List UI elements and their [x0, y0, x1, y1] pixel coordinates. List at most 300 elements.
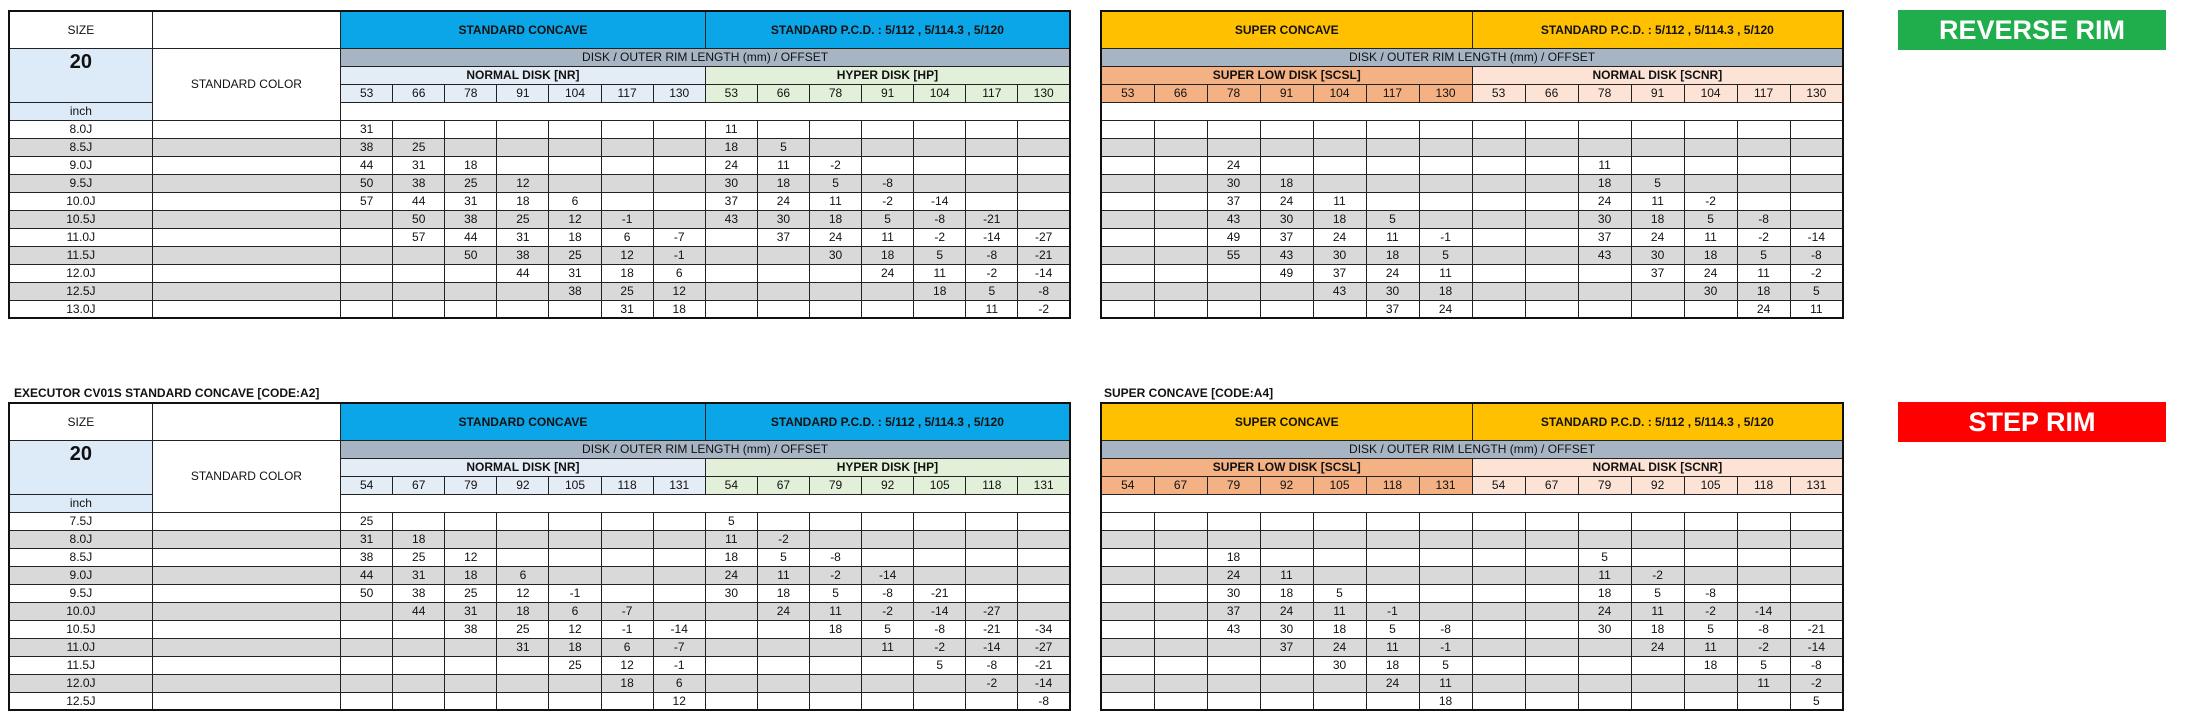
offset-cell: 24 — [1631, 228, 1684, 246]
table-row — [9, 192, 1070, 210]
offset-cell — [1313, 300, 1366, 318]
offset-cell: 24 — [1366, 674, 1419, 692]
super-concave-table — [1100, 10, 1844, 319]
offset-cell — [1101, 548, 1154, 566]
offset-cell — [966, 156, 1018, 174]
pcd-header: STANDARD P.C.D. : 5/112 , 5/114.3 , 5/120 — [1472, 403, 1843, 440]
offset-cell — [497, 656, 549, 674]
offset-cell: 5 — [1737, 246, 1790, 264]
offset-cell: 5 — [705, 512, 757, 530]
offset-cell: -21 — [1790, 620, 1843, 638]
offset-cell — [1018, 530, 1070, 548]
disk-subheader: DISK / OUTER RIM LENGTH (mm) / OFFSET — [1101, 48, 1843, 66]
offset-cell — [653, 512, 705, 530]
offset-cell: 44 — [393, 192, 445, 210]
offset-cell — [966, 530, 1018, 548]
offset-cell: -2 — [1737, 638, 1790, 656]
table-row — [9, 620, 1070, 638]
offset-cell — [914, 512, 966, 530]
offset-cell: 6 — [601, 638, 653, 656]
offset-cell — [914, 548, 966, 566]
offset-cell — [914, 300, 966, 318]
offset-cell — [705, 228, 757, 246]
rim-length-cell: 118 — [601, 476, 653, 494]
offset-cell — [1154, 530, 1207, 548]
offset-cell: 24 — [705, 566, 757, 584]
offset-cell: 31 — [341, 120, 393, 138]
offset-cell: 5 — [966, 282, 1018, 300]
offset-cell — [1578, 138, 1631, 156]
offset-cell — [1684, 692, 1737, 710]
offset-cell — [1790, 174, 1843, 192]
offset-cell — [341, 228, 393, 246]
standard-concave-header: STANDARD CONCAVE — [341, 11, 706, 48]
offset-cell: -1 — [653, 656, 705, 674]
offset-cell — [1525, 584, 1578, 602]
offset-cell — [705, 246, 757, 264]
offset-cell — [1578, 656, 1631, 674]
offset-cell: 24 — [705, 156, 757, 174]
offset-cell: 18 — [914, 282, 966, 300]
offset-cell: 18 — [1578, 174, 1631, 192]
offset-cell: 43 — [1207, 620, 1260, 638]
offset-cell: 44 — [445, 228, 497, 246]
offset-cell — [862, 530, 914, 548]
table-row — [1101, 120, 1843, 138]
offset-cell — [1313, 530, 1366, 548]
offset-cell: 12 — [549, 620, 601, 638]
rim-length-cell: 131 — [1018, 476, 1070, 494]
table-row — [9, 156, 1070, 174]
offset-cell — [601, 512, 653, 530]
offset-cell — [653, 602, 705, 620]
super-concave-table-a4 — [1100, 402, 1844, 711]
rim-length-cell: 79 — [1578, 476, 1631, 494]
offset-cell — [809, 300, 861, 318]
offset-cell — [914, 566, 966, 584]
offset-cell — [809, 656, 861, 674]
offset-cell — [1419, 602, 1472, 620]
offset-cell — [1790, 602, 1843, 620]
offset-cell — [549, 300, 601, 318]
offset-cell: -2 — [914, 638, 966, 656]
offset-cell — [393, 692, 445, 710]
offset-cell: 5 — [1790, 282, 1843, 300]
rim-length-cell: 92 — [862, 476, 914, 494]
offset-cell — [1472, 656, 1525, 674]
offset-cell — [1366, 548, 1419, 566]
rim-length-cell: 67 — [393, 476, 445, 494]
offset-cell — [1578, 638, 1631, 656]
pcd-header: STANDARD P.C.D. : 5/112 , 5/114.3 , 5/120 — [1472, 11, 1843, 48]
rim-length-cell: 104 — [1313, 84, 1366, 102]
offset-cell — [1018, 120, 1070, 138]
offset-cell — [1207, 692, 1260, 710]
offset-cell — [1525, 530, 1578, 548]
offset-cell — [1472, 692, 1525, 710]
offset-cell: 25 — [393, 548, 445, 566]
offset-cell: -1 — [1366, 602, 1419, 620]
offset-cell — [1419, 566, 1472, 584]
table-row — [1101, 300, 1843, 318]
offset-cell: -2 — [1631, 566, 1684, 584]
color-cell — [152, 692, 340, 710]
offset-cell — [862, 656, 914, 674]
offset-cell: -8 — [1684, 584, 1737, 602]
offset-cell — [1366, 530, 1419, 548]
rim-length-cell: 117 — [1737, 84, 1790, 102]
offset-cell — [1472, 282, 1525, 300]
offset-cell — [966, 566, 1018, 584]
offset-cell — [809, 282, 861, 300]
offset-cell — [1790, 138, 1843, 156]
offset-cell — [1631, 156, 1684, 174]
offset-cell — [809, 692, 861, 710]
offset-cell — [862, 692, 914, 710]
offset-cell — [601, 584, 653, 602]
offset-cell — [862, 674, 914, 692]
rim-length-cell: 78 — [445, 84, 497, 102]
rim-length-cell: 53 — [1101, 84, 1154, 102]
offset-cell — [757, 264, 809, 282]
offset-cell: 18 — [1313, 210, 1366, 228]
offset-cell: 38 — [445, 620, 497, 638]
table-row — [1101, 656, 1843, 674]
offset-cell: 38 — [341, 138, 393, 156]
table-row — [9, 138, 1070, 156]
offset-cell: 24 — [1313, 228, 1366, 246]
offset-cell — [1525, 692, 1578, 710]
color-header-blank — [152, 403, 340, 440]
color-cell — [152, 638, 340, 656]
offset-cell — [497, 674, 549, 692]
color-cell — [152, 210, 340, 228]
offset-cell — [1525, 192, 1578, 210]
offset-cell — [1684, 548, 1737, 566]
offset-cell — [341, 620, 393, 638]
offset-cell: 6 — [549, 602, 601, 620]
offset-cell — [601, 156, 653, 174]
offset-cell — [705, 264, 757, 282]
offset-cell — [1207, 512, 1260, 530]
size-cell: 8.5J — [9, 138, 152, 156]
offset-cell: 24 — [1260, 192, 1313, 210]
offset-cell — [1737, 120, 1790, 138]
offset-cell — [966, 192, 1018, 210]
offset-cell: 25 — [497, 620, 549, 638]
offset-cell: 5 — [862, 620, 914, 638]
offset-cell — [1313, 548, 1366, 566]
rim-length-cell: 130 — [1790, 84, 1843, 102]
offset-cell: 50 — [341, 584, 393, 602]
table-row — [9, 174, 1070, 192]
offset-cell — [705, 620, 757, 638]
section2-left-caption: EXECUTOR CV01S STANDARD CONCAVE [CODE:A2] — [14, 386, 320, 400]
offset-cell — [1313, 138, 1366, 156]
table-row — [1101, 282, 1843, 300]
offset-cell — [1018, 566, 1070, 584]
offset-cell — [1525, 246, 1578, 264]
offset-cell — [1018, 210, 1070, 228]
offset-cell: 18 — [862, 246, 914, 264]
size-cell: 8.0J — [9, 530, 152, 548]
offset-cell: -1 — [549, 584, 601, 602]
table-row — [9, 246, 1070, 264]
offset-cell — [653, 548, 705, 566]
rim-length-cell: 117 — [1366, 84, 1419, 102]
offset-cell — [705, 674, 757, 692]
offset-cell: 5 — [1366, 210, 1419, 228]
offset-cell — [809, 138, 861, 156]
offset-cell: 24 — [809, 228, 861, 246]
offset-cell — [445, 656, 497, 674]
offset-cell: -8 — [1419, 620, 1472, 638]
offset-cell — [1472, 120, 1525, 138]
offset-cell: 24 — [1578, 192, 1631, 210]
offset-cell: -2 — [1684, 602, 1737, 620]
offset-cell: 24 — [1313, 638, 1366, 656]
color-cell — [152, 584, 340, 602]
offset-cell — [705, 602, 757, 620]
table-row — [1101, 584, 1843, 602]
color-cell — [152, 656, 340, 674]
offset-cell — [1525, 620, 1578, 638]
rim-length-cell: 67 — [757, 476, 809, 494]
offset-cell — [1154, 264, 1207, 282]
offset-cell — [1472, 192, 1525, 210]
table-row — [9, 120, 1070, 138]
offset-cell — [1472, 264, 1525, 282]
offset-cell — [653, 566, 705, 584]
offset-cell — [445, 530, 497, 548]
size-cell: 9.0J — [9, 156, 152, 174]
offset-cell — [1101, 120, 1154, 138]
offset-cell: 37 — [1578, 228, 1631, 246]
offset-cell: 30 — [757, 210, 809, 228]
offset-cell: 12 — [497, 174, 549, 192]
offset-cell: 57 — [393, 228, 445, 246]
offset-cell: 6 — [549, 192, 601, 210]
offset-cell: -14 — [914, 192, 966, 210]
offset-cell: 50 — [445, 246, 497, 264]
offset-cell: 37 — [1366, 300, 1419, 318]
offset-cell — [1472, 638, 1525, 656]
table-row — [9, 602, 1070, 620]
color-cell — [152, 300, 340, 318]
offset-cell — [862, 300, 914, 318]
table-row — [1101, 512, 1843, 530]
offset-cell — [1525, 264, 1578, 282]
offset-cell: -8 — [1790, 246, 1843, 264]
table-row — [1101, 228, 1843, 246]
offset-cell — [393, 300, 445, 318]
offset-cell — [1578, 512, 1631, 530]
offset-cell — [393, 120, 445, 138]
inch-value: 20 — [9, 440, 152, 494]
offset-cell — [1154, 174, 1207, 192]
offset-cell: 5 — [1631, 174, 1684, 192]
offset-cell — [341, 282, 393, 300]
offset-cell — [1154, 192, 1207, 210]
offset-cell: 30 — [1366, 282, 1419, 300]
rim-length-cell: 53 — [705, 84, 757, 102]
offset-cell — [1578, 264, 1631, 282]
rim-length-cell: 78 — [1207, 84, 1260, 102]
rim-length-cell: 105 — [914, 476, 966, 494]
table-row — [1101, 210, 1843, 228]
section2-right-caption: SUPER CONCAVE [CODE:A4] — [1104, 386, 1274, 400]
offset-cell: 25 — [445, 174, 497, 192]
offset-cell — [549, 120, 601, 138]
offset-cell: 18 — [497, 602, 549, 620]
offset-cell — [1578, 692, 1631, 710]
offset-cell: 18 — [1366, 656, 1419, 674]
size-header: SIZE — [9, 11, 152, 48]
offset-cell — [1207, 282, 1260, 300]
offset-cell: -14 — [1737, 602, 1790, 620]
offset-cell — [757, 246, 809, 264]
offset-cell — [497, 300, 549, 318]
offset-cell — [1737, 156, 1790, 174]
offset-cell — [1101, 584, 1154, 602]
offset-cell — [601, 174, 653, 192]
offset-cell: -27 — [1018, 638, 1070, 656]
offset-cell — [809, 512, 861, 530]
size-cell: 12.5J — [9, 692, 152, 710]
offset-cell: 11 — [1790, 300, 1843, 318]
offset-cell — [1684, 530, 1737, 548]
offset-cell — [1207, 120, 1260, 138]
offset-cell — [757, 656, 809, 674]
offset-cell — [1154, 548, 1207, 566]
offset-cell — [1154, 602, 1207, 620]
offset-cell — [1101, 512, 1154, 530]
offset-cell — [1737, 584, 1790, 602]
rim-length-cell: 130 — [653, 84, 705, 102]
offset-cell — [653, 192, 705, 210]
offset-cell — [1525, 174, 1578, 192]
offset-cell: 18 — [393, 530, 445, 548]
offset-cell — [497, 548, 549, 566]
offset-cell: 24 — [1578, 602, 1631, 620]
offset-cell: 11 — [757, 566, 809, 584]
offset-cell — [1207, 300, 1260, 318]
offset-cell: -14 — [1018, 674, 1070, 692]
offset-cell: 11 — [1260, 566, 1313, 584]
offset-cell — [1154, 656, 1207, 674]
size-cell: 10.0J — [9, 602, 152, 620]
offset-cell: -14 — [653, 620, 705, 638]
offset-cell: 5 — [809, 174, 861, 192]
offset-cell: 11 — [1366, 638, 1419, 656]
offset-cell — [393, 282, 445, 300]
offset-cell: 30 — [1578, 620, 1631, 638]
offset-cell: -2 — [1684, 192, 1737, 210]
size-cell: 9.5J — [9, 584, 152, 602]
offset-cell — [1472, 300, 1525, 318]
offset-cell — [862, 282, 914, 300]
offset-cell — [1472, 138, 1525, 156]
offset-cell: -1 — [653, 246, 705, 264]
table-row — [1101, 674, 1843, 692]
offset-cell: 30 — [705, 174, 757, 192]
offset-cell: -2 — [1018, 300, 1070, 318]
offset-cell: -8 — [1018, 692, 1070, 710]
offset-cell: 12 — [601, 656, 653, 674]
offset-cell: 18 — [1313, 620, 1366, 638]
offset-cell — [1631, 692, 1684, 710]
rim-length-cell: 105 — [1313, 476, 1366, 494]
offset-cell: 12 — [497, 584, 549, 602]
table-row — [1101, 192, 1843, 210]
size-cell: 10.5J — [9, 620, 152, 638]
offset-cell — [1790, 192, 1843, 210]
offset-cell — [1313, 566, 1366, 584]
offset-cell: -14 — [914, 602, 966, 620]
offset-cell: 31 — [497, 228, 549, 246]
rim-length-row — [1101, 476, 1843, 494]
offset-cell — [653, 174, 705, 192]
offset-cell — [497, 512, 549, 530]
offset-cell: 5 — [757, 548, 809, 566]
table-row — [9, 656, 1070, 674]
rim-length-cell: 54 — [1472, 476, 1525, 494]
offset-cell — [1154, 566, 1207, 584]
offset-cell: -21 — [914, 584, 966, 602]
offset-cell — [1790, 584, 1843, 602]
offset-cell — [549, 156, 601, 174]
rim-length-cell: 53 — [1472, 84, 1525, 102]
offset-cell — [1790, 210, 1843, 228]
offset-cell: 11 — [862, 228, 914, 246]
offset-cell — [862, 120, 914, 138]
offset-cell: 25 — [549, 656, 601, 674]
offset-cell: 6 — [601, 228, 653, 246]
offset-cell — [549, 174, 601, 192]
offset-cell — [1260, 300, 1313, 318]
offset-cell: 31 — [341, 530, 393, 548]
offset-cell — [1207, 138, 1260, 156]
size-cell: 11.0J — [9, 638, 152, 656]
rim-length-cell: 131 — [653, 476, 705, 494]
offset-cell — [497, 156, 549, 174]
offset-cell — [757, 638, 809, 656]
offset-cell: 31 — [497, 638, 549, 656]
offset-cell: 30 — [1631, 246, 1684, 264]
offset-cell: 12 — [549, 210, 601, 228]
disk-subheader: DISK / OUTER RIM LENGTH (mm) / OFFSET — [1101, 440, 1843, 458]
offset-cell: 38 — [393, 584, 445, 602]
offset-cell — [1419, 192, 1472, 210]
offset-cell — [1101, 174, 1154, 192]
offset-cell — [1472, 530, 1525, 548]
offset-cell — [1525, 156, 1578, 174]
color-cell — [152, 282, 340, 300]
offset-cell — [341, 246, 393, 264]
offset-cell: 38 — [549, 282, 601, 300]
offset-cell: 50 — [393, 210, 445, 228]
offset-cell: 11 — [1737, 264, 1790, 282]
offset-cell — [914, 692, 966, 710]
offset-cell — [1207, 530, 1260, 548]
offset-cell — [1260, 674, 1313, 692]
offset-cell — [601, 548, 653, 566]
offset-cell: -7 — [653, 228, 705, 246]
offset-cell — [1631, 282, 1684, 300]
table-row — [9, 692, 1070, 710]
offset-cell — [1154, 156, 1207, 174]
offset-cell: -8 — [914, 620, 966, 638]
